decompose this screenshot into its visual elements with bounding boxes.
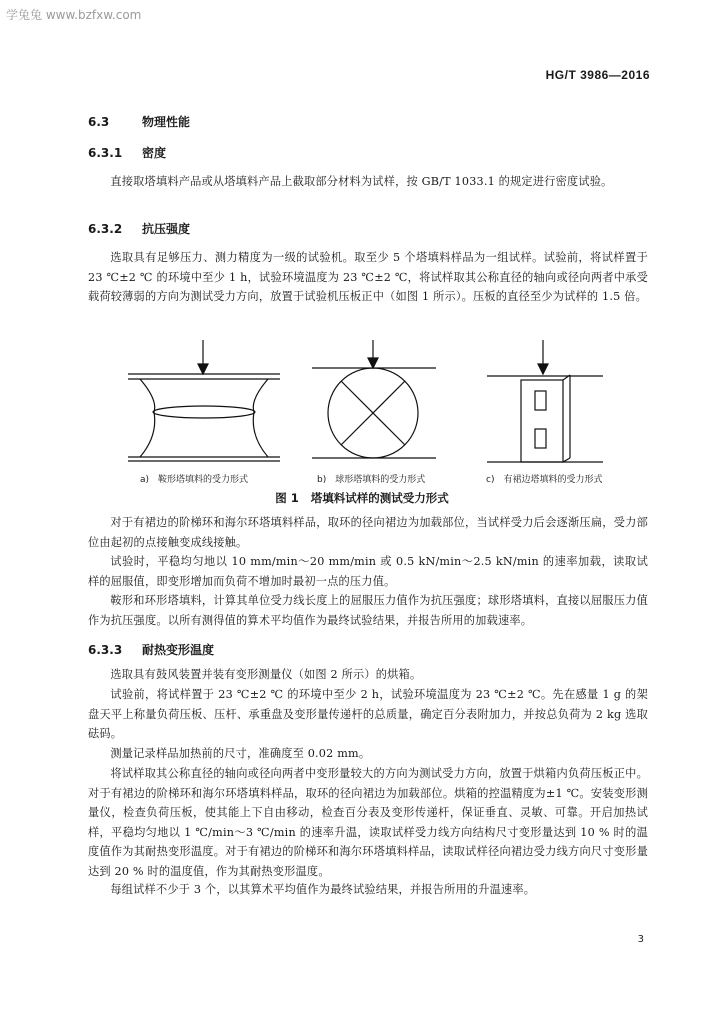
heat-deflection-paragraph-1: 选取具有鼓风装置并装有变形测量仪（如图 2 所示）的烘箱。 (110, 668, 422, 681)
standard-code: HG/T 3986—2016 (545, 68, 650, 82)
heat-deflection-paragraph-2: 试验前，将试样置于 23 ℃±2 ℃ 的环境中至少 2 h，试验环境温度为 23 ℃±2 ℃。先在感量 1 g 的架盘天平上称量负荷压板、压杆、承重盘及变形量传递杆的总质量，确定百分表附加力，并按总负荷为 2 kg 选取砝码。 (88, 688, 648, 740)
figure-1-caption-c: c) 有裙边塔填料的受力形式 (486, 475, 603, 485)
compression-paragraph-3: 试验时，平稳均匀地以 10 mm/min～20 mm/min 或 0.5 kN/min～2.5 kN/min 的速率加载，读取试样的屈服值，即变形增加而负荷不增加时最初一点的压力值。 (88, 555, 648, 588)
section-number: 6.3.1 (88, 146, 123, 160)
section-title: 密度 (142, 146, 167, 160)
density-paragraph: 直接取塔填料产品或从塔填料产品上截取部分材料为试样，按 GB/T 1033.1 的规定进行密度试验。 (110, 175, 613, 188)
section-title: 抗压强度 (142, 222, 191, 236)
site-watermark: 学兔兔 www.bzfxw.com (6, 8, 142, 22)
compression-paragraph-2: 对于有裙边的阶梯环和海尔环塔填料样品，取环的径向裙边为加载部位，当试样受力后会逐渐压扁，受力部位由起初的点接触变成线接触。 (88, 516, 648, 549)
skirted-specimen-drawing (487, 340, 603, 462)
section-number: 6.3.3 (88, 643, 123, 657)
section-title: 耐热变形温度 (142, 643, 215, 657)
page-number: 3 (637, 934, 644, 945)
heat-deflection-paragraph-3: 测量记录样品加热前的尺寸，准确度至 0.02 mm。 (110, 747, 371, 760)
figure-1-caption-b: b) 球形塔填料的受力形式 (317, 475, 426, 485)
section-6-3-2-heading (88, 220, 190, 237)
section-title: 物理性能 (142, 115, 191, 129)
figure-1-caption-a: a) 鞍形塔填料的受力形式 (140, 475, 249, 485)
section-number: 6.3 (88, 115, 110, 129)
compression-paragraph-1: 选取具有足够压力、测力精度为一级的试验机。取至少 5 个塔填料样品为一组试样。试验前，将试样置于 23 ℃±2 ℃ 的环境中至少 1 h，试验环境温度为 23 ℃±2 ℃，将试样取其公称直径的轴向或径向两者中承受载荷较薄弱的方向为测试受力方向，放置于试验机压板正中（如图 1 所示）。压板的直径至少为试样的 1.5 倍。 (88, 251, 648, 303)
heat-deflection-paragraph-5: 每组试样不少于 3 个，以其算术平均值作为最终试验结果，并报告所用的升温速率。 (110, 883, 536, 896)
figure-label: 图 1 (275, 491, 299, 505)
compression-paragraph-4: 鞍形和环形塔填料，计算其单位受力线长度上的屈服压力值作为抗压强度；球形塔填料，直接以屈服压力值作为抗压强度。以所有测得值的算术平均值作为最终试验结果，并报告所用的加载速率。 (88, 594, 648, 627)
section-6-3-heading (88, 113, 190, 130)
heat-deflection-paragraph-4: 将试样取其公称直径的轴向或径向两者中变形量较大的方向为测试受力方向，放置于烘箱内负荷压板正中。对于有裙边的阶梯环和海尔环塔填料样品，取环的径向裙边为加载部位。烘箱的控温精度为±1 ℃。安装变形测量仪，检查负荷压板，使其能上下自由移动，检查百分表及变形传递杆，保证垂直、灵敏、可靠。开启加热试样，平稳均匀地以 1 ℃/min～3 ℃/min 的速率升温，读取试样受力线方向结构尺寸变形量达到 10 % 时的温度值作为其耐热变形温度。对于有裙边的阶梯环和海尔环塔填料样品，读取试样径向裙边受力线方向尺寸变形量达到 20 % 时的温度值，作为其耐热变形温度。 (88, 767, 648, 878)
figure-title-text: 塔填料试样的测试受力形式 (310, 491, 449, 505)
section-6-3-3-heading (88, 641, 214, 658)
section-number: 6.3.2 (88, 222, 123, 236)
figure-1-diagram (0, 340, 724, 490)
saddle-specimen-drawing (128, 340, 280, 461)
sphere-specimen-drawing (312, 340, 436, 458)
section-6-3-1-heading (88, 144, 166, 161)
figure-1-title (0, 490, 724, 506)
